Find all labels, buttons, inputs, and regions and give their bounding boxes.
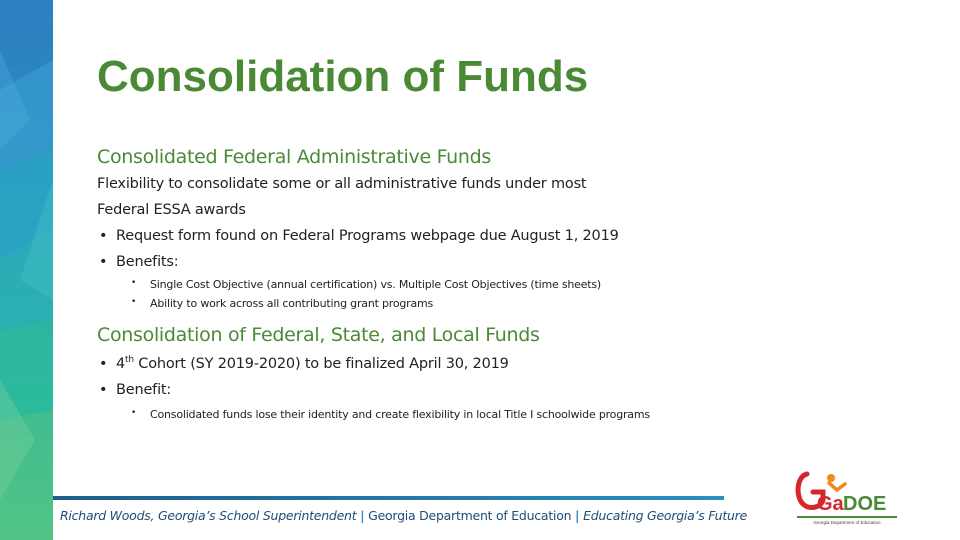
slide-content xyxy=(97,146,737,421)
section-heading-admin-funds: Consolidated Federal Administrative Funds xyxy=(97,146,492,168)
footer-department: Georgia Department of Education xyxy=(368,508,572,523)
body-text-line: Federal ESSA awards xyxy=(97,202,246,218)
footer-separator: | xyxy=(575,508,580,523)
sub-bullet-ability: • Ability to work across all contributing grant programs xyxy=(97,297,737,310)
gadoe-logo xyxy=(793,466,901,526)
logo-ga-text: Ga xyxy=(817,493,844,515)
footer-divider xyxy=(53,496,724,500)
bullet-benefit: • Benefit: xyxy=(97,382,737,398)
polygon-pattern xyxy=(0,0,53,540)
decorative-side-band xyxy=(0,0,53,540)
footer-separator: | xyxy=(360,508,365,523)
sub-bullet-single-cost: • Single Cost Objective (annual certification) vs. Multiple Cost Objectives (time sheets) xyxy=(97,278,737,291)
logo-doe-text: DOE xyxy=(843,493,887,515)
logo-figure-head xyxy=(827,474,835,482)
cohort-text: Cohort (SY 2019-2020) to be finalized April 30, 2019 xyxy=(133,356,509,372)
footer-tagline: Educating Georgia’s Future xyxy=(583,508,748,523)
logo-subtitle: Georgia Department of Education xyxy=(813,520,881,525)
cohort-ordinal: th xyxy=(125,355,134,366)
footer-text xyxy=(60,508,747,523)
section-heading-consolidation: Consolidation of Federal, State, and Local Funds xyxy=(97,324,540,346)
footer-superintendent: Richard Woods, Georgia’s School Superintendent xyxy=(60,508,357,523)
cohort-number: 4 xyxy=(116,356,126,372)
bullet-request-form: • Request form found on Federal Programs webpage due August 1, 2019 xyxy=(97,228,737,244)
slide-title: Consolidation of Funds xyxy=(97,52,589,101)
sub-bullet-consolidated-funds: • Consolidated funds lose their identity and create flexibility in local Title I schoolwide programs xyxy=(97,408,737,421)
bullet-cohort xyxy=(97,356,737,372)
bullet-benefits: • Benefits: xyxy=(97,254,737,270)
body-text-line: Flexibility to consolidate some or all administrative funds under most xyxy=(97,176,587,192)
